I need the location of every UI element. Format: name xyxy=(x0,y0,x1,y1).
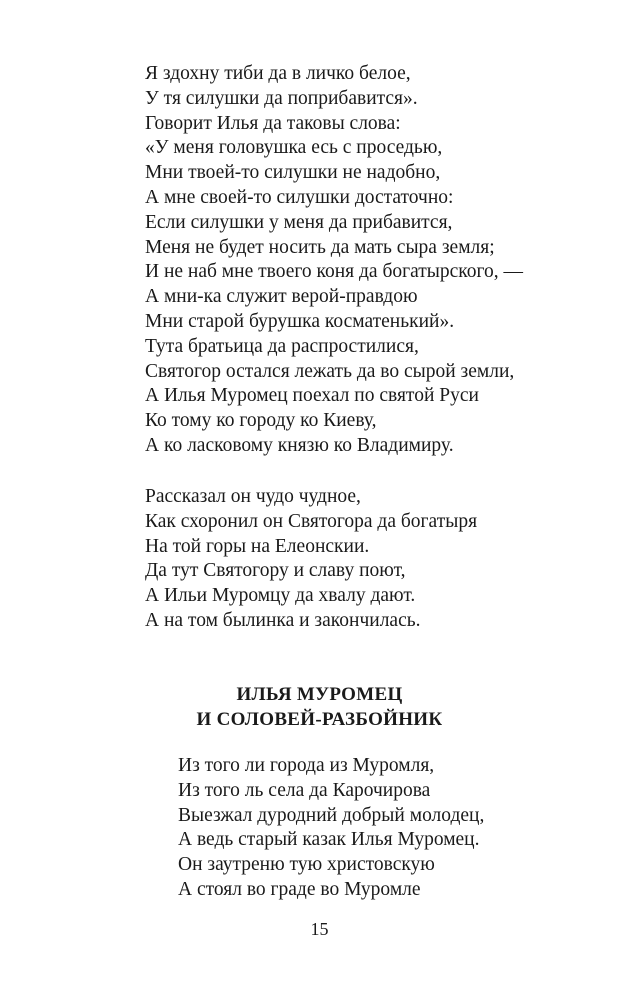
verse-line: А мни-ка служит верой-правдою xyxy=(145,286,418,308)
poem-title-line-2: И СОЛОВЕЙ-РАЗБОЙНИК xyxy=(196,708,443,730)
verse-line: А Илья Муромец поехал по святой Руси xyxy=(145,385,479,407)
poem-title xyxy=(0,683,639,732)
verse-line: Рассказал он чудо чудное, xyxy=(145,486,361,507)
stanza-3 xyxy=(178,754,484,903)
verse-line: А Ильи Муромцу да хвалу дают. xyxy=(145,585,416,607)
verse-line: Тута братьица да распростилися, xyxy=(145,335,419,357)
verse-line: А стоял во граде во Муромле xyxy=(178,878,421,900)
verse-line: Меня не будет носить да мать сыра земля; xyxy=(145,236,495,258)
verse-line: Ко тому ко городу ко Киеву, xyxy=(145,410,377,432)
verse-line: Я здохну тиби да в личко белое, xyxy=(145,63,411,84)
verse-line: И не наб мне твоего коня да богатырского, — xyxy=(145,261,524,283)
verse-line: Мни старой бурушка косматенький». xyxy=(145,310,455,332)
page-number: 15 xyxy=(310,919,329,939)
verse-line: Если силушки у меня да прибавится, xyxy=(145,211,453,233)
stanza-1 xyxy=(145,62,523,459)
verse-line: Да тут Святогору и славу поют, xyxy=(145,560,406,582)
verse-line: Выезжал дуродний добрый молодец, xyxy=(178,804,485,826)
verse-line: Мни твоей-то силушки не надобно, xyxy=(145,162,441,184)
verse-line: Святогор остался лежать да во сырой земли, xyxy=(145,360,515,382)
verse-line: А ведь старый казак Илья Муромец. xyxy=(178,829,480,851)
verse-line: На той горы на Елеонскии. xyxy=(145,535,370,557)
verse-line: У тя силушки да поприбавится». xyxy=(145,87,418,109)
verse-line: А мне своей-то силушки достаточно: xyxy=(145,186,454,208)
verse-line: Как схоронил он Святогора да богатыря xyxy=(145,510,478,532)
stanza-2 xyxy=(145,485,477,634)
verse-line: Говорит Илья да таковы слова: xyxy=(145,112,401,134)
verse-line: «У меня головушка есь с проседью, xyxy=(145,137,443,159)
verse-line: Из того ли города из Муромля, xyxy=(178,755,435,776)
verse-line: Из того ль села да Карочирова xyxy=(178,779,431,801)
verse-line: Он заутреню тую христовскую xyxy=(178,854,435,876)
poem-title-line-1: ИЛЬЯ МУРОМЕЦ xyxy=(236,684,403,705)
verse-line: А на том былинка и закончилась. xyxy=(145,609,421,631)
verse-line: А ко ласковому князю ко Владимиру. xyxy=(145,434,454,456)
